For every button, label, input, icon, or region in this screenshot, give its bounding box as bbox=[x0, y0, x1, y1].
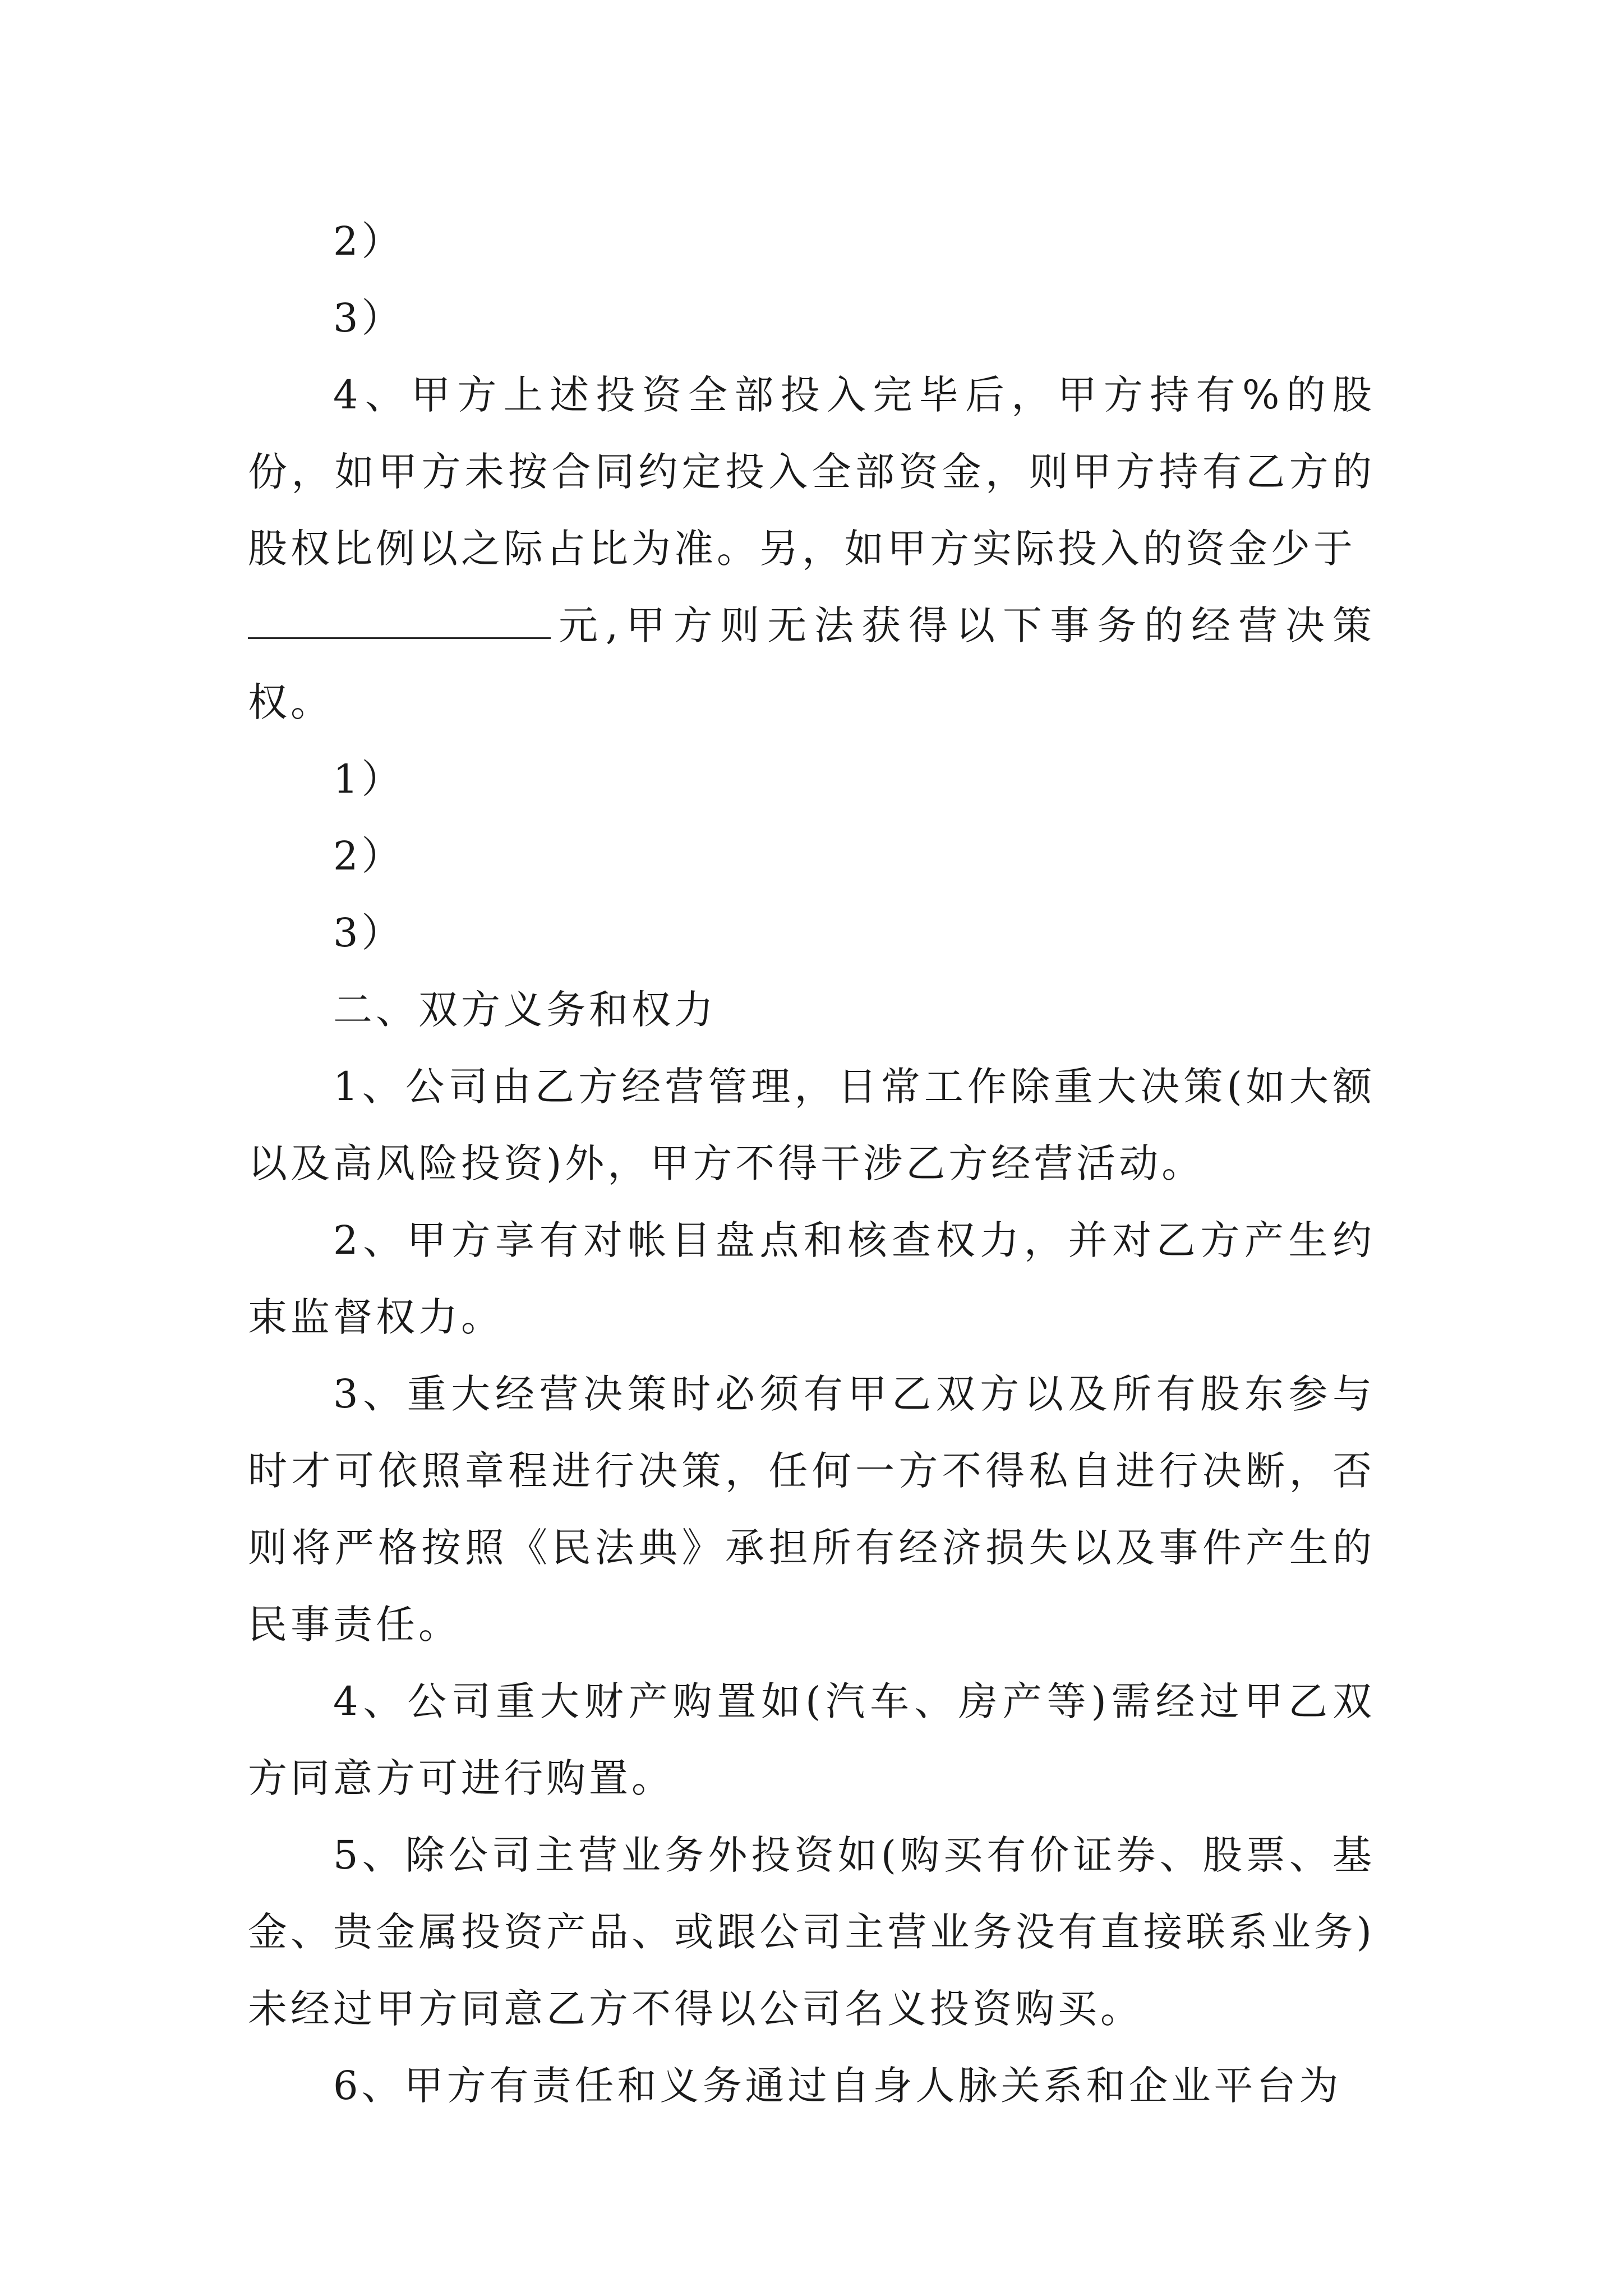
section-title: 二、双方义务和权力 bbox=[333, 987, 717, 1033]
paragraph-4-text-after-blank: 元,甲方则无法获得以下事务的经营决策权。 bbox=[248, 602, 1375, 725]
list-item-3: 3） bbox=[333, 910, 404, 956]
list-item-2: 2） bbox=[333, 218, 404, 264]
list-item-3: 3） bbox=[333, 295, 404, 341]
paragraph-4-text: 4、甲方上述投资全部投入完毕后，甲方持有%的股份，如甲方未按合同约定投入全部资金，则甲方持有乙方的股权比例以之际占比为准。另，如甲方实际投入的资金少于 bbox=[248, 372, 1375, 572]
document-body bbox=[248, 203, 1375, 2124]
paragraph-6: 6、甲方有责任和义务通过自身人脉关系和企业平台为 bbox=[333, 2063, 1342, 2109]
paragraph-2: 2、甲方享有对帐目盘点和核查权力，并对乙方产生约束监督权力。 bbox=[248, 1217, 1375, 1340]
paragraph-1: 1、公司由乙方经营管理，日常工作除重大决策(如大额以及高风险投资)外，甲方不得干涉乙方经营活动。 bbox=[248, 1064, 1375, 1186]
paragraph-4: 4、公司重大财产购置如(汽车、房产等)需经过甲乙双方同意方可进行购置。 bbox=[248, 1678, 1375, 1801]
fill-in-blank-amount bbox=[248, 604, 551, 639]
paragraph-5: 5、除公司主营业务外投资如(购买有价证券、股票、基金、贵金属投资产品、或跟公司主营业务没有直接联系业务)未经过甲方同意乙方不得以公司名义投资购买。 bbox=[248, 1832, 1375, 2032]
list-item-1: 1） bbox=[333, 756, 404, 802]
paragraph-3: 3、重大经营决策时必须有甲乙双方以及所有股东参与时才可依照章程进行决策，任何一方不得私自进行决断，否则将严格按照《民法典》承担所有经济损失以及事件产生的民事责任。 bbox=[248, 1371, 1375, 1648]
list-item-2: 2） bbox=[333, 833, 404, 879]
paragraph-4-shareholding bbox=[248, 357, 1375, 741]
